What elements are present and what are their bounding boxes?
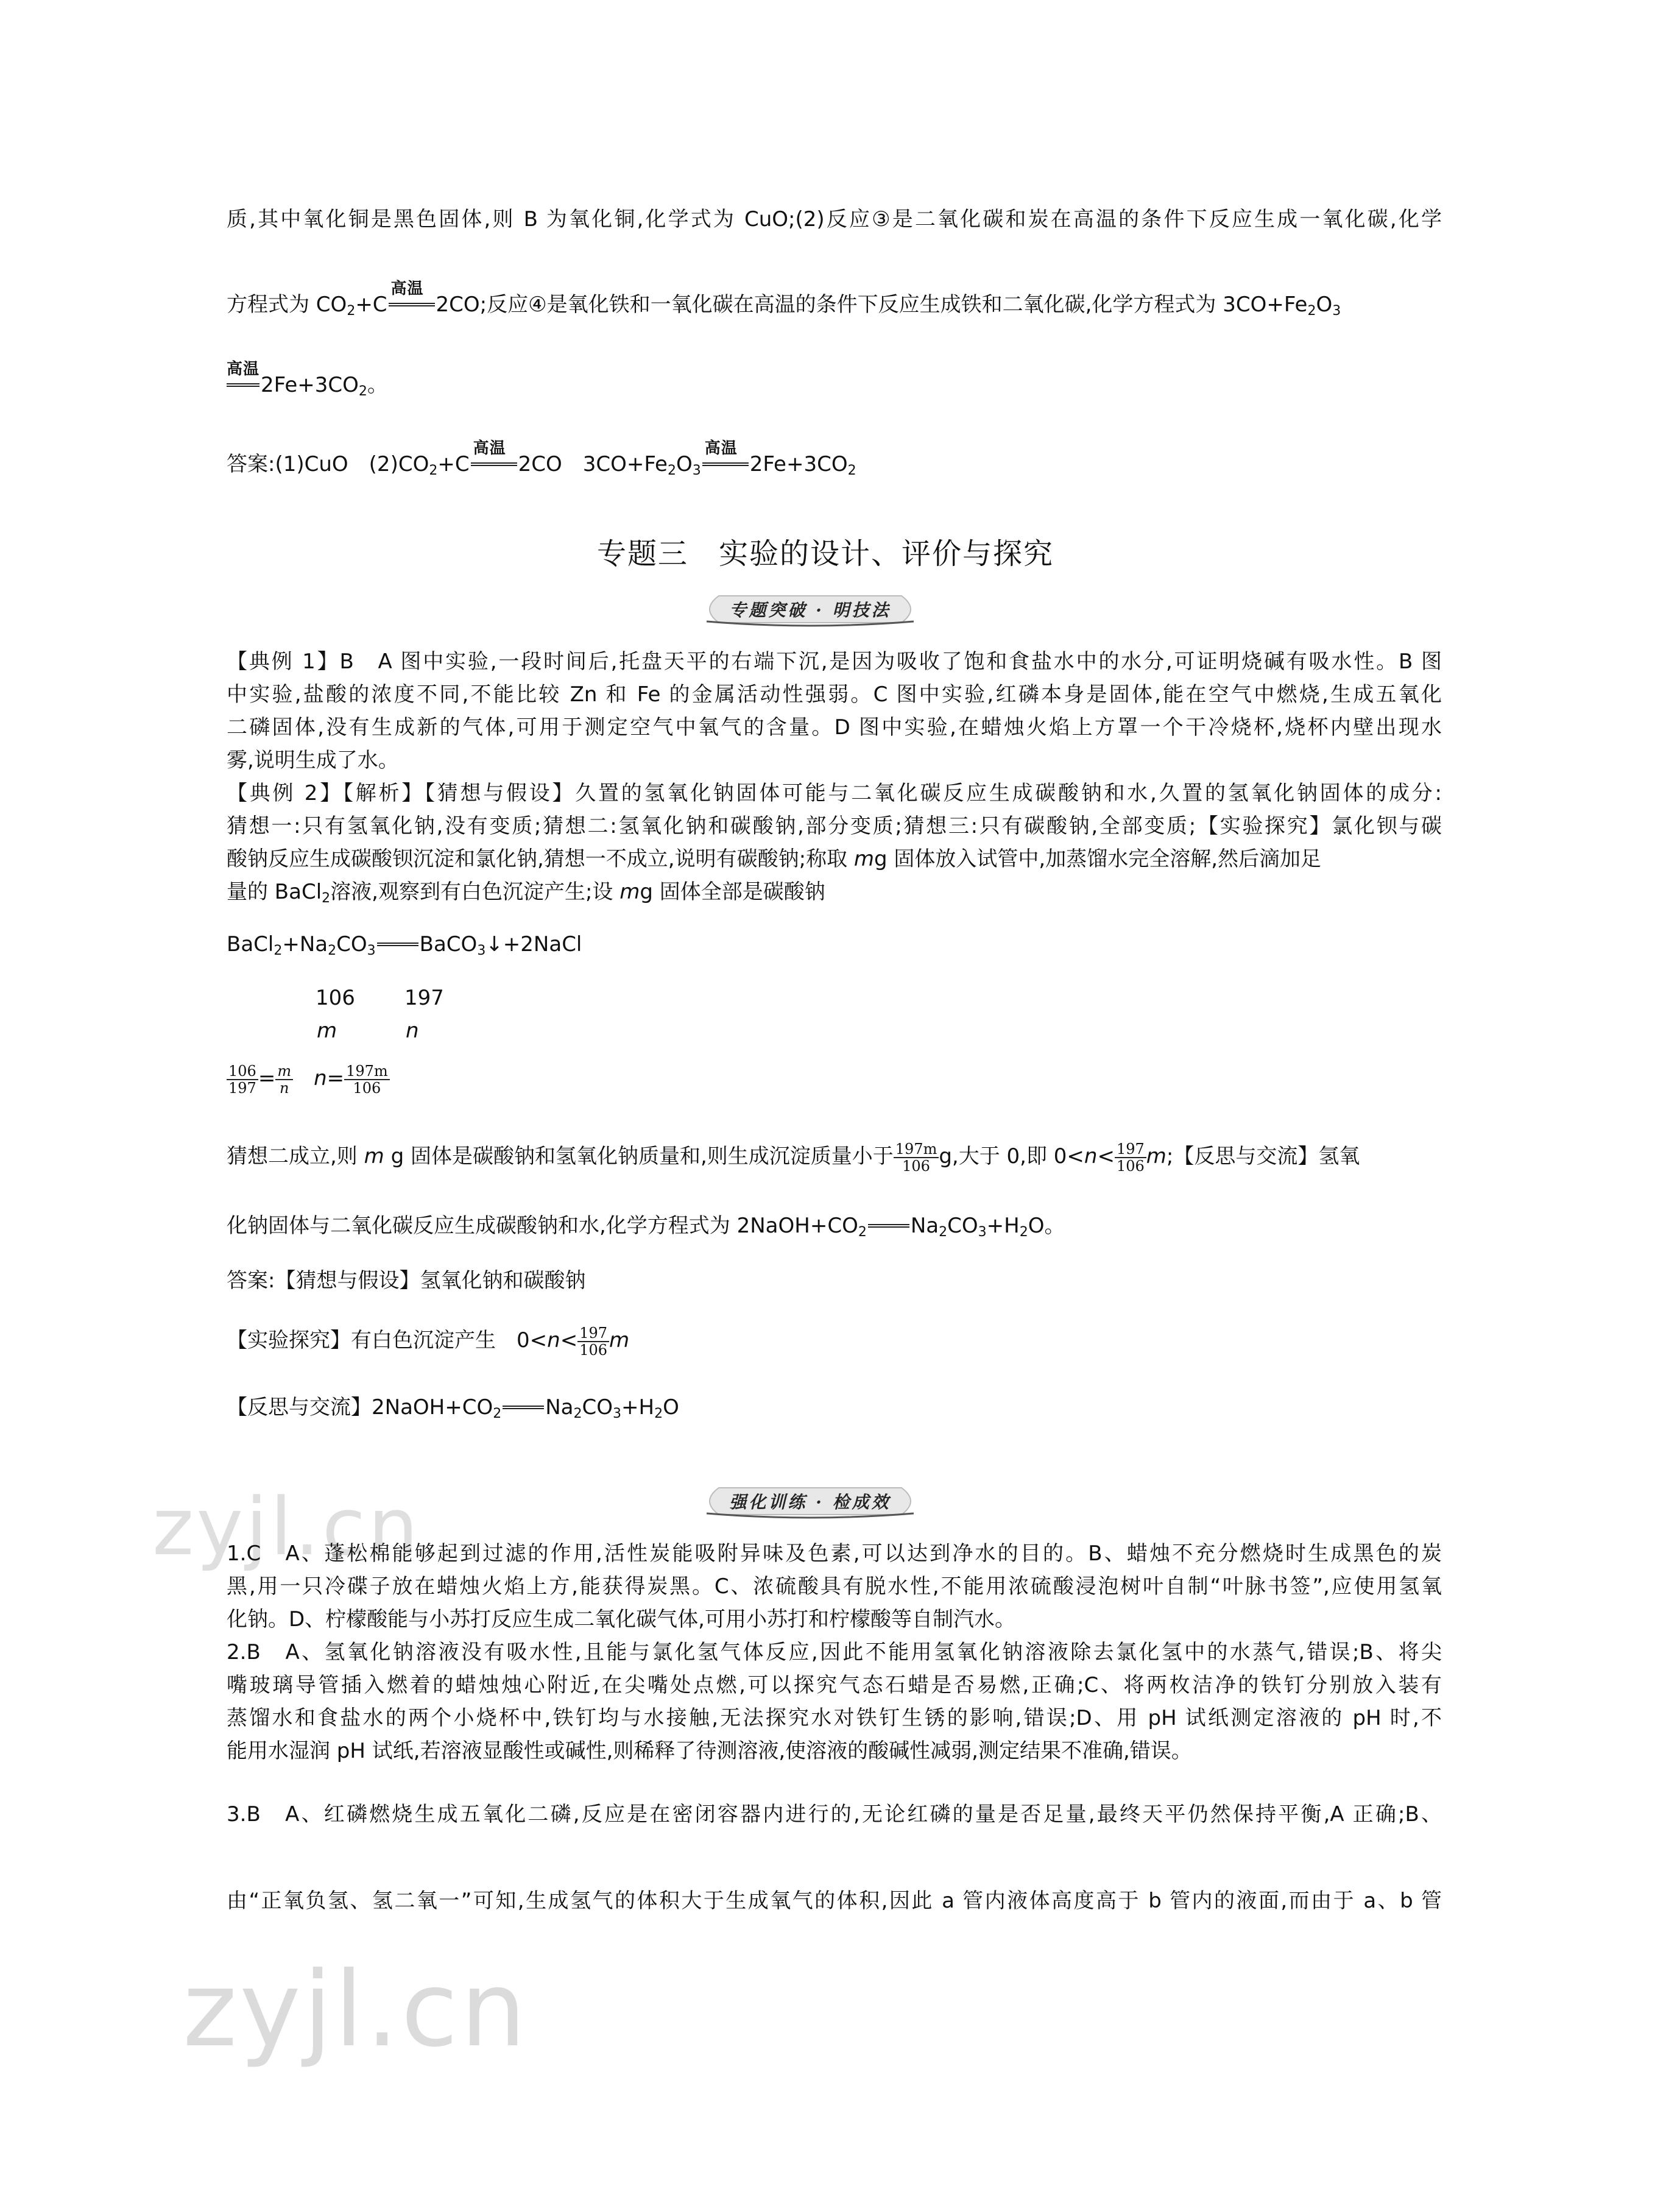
mass-number: 197 [404, 986, 444, 1010]
variable: n [406, 1019, 419, 1043]
watermark: zyjl.cn [152, 1480, 421, 1573]
answer-line: 【反思与交流】$2NaOH+CO_2$ $Na_2CO_3+H_2O$ [227, 1395, 679, 1421]
text-line: 雾,说明生成了水。 [227, 748, 399, 773]
text-line: 蒸馏水和食盐水的两个小烧杯中,铁钉均与水接触,无法探究水对铁钉生锈的影响,错误;D、用 pH 试纸测定溶液的 pH 时,不 [227, 1706, 1442, 1730]
variable: m [317, 1019, 337, 1043]
answer-line: 答案:【猜想与假设】氢氧化钠和碳酸钠 [227, 1268, 586, 1293]
equation-line: $BaCl_2+Na_2CO_3$ BaCO$_3$↓+2NaCl [227, 932, 582, 958]
watermark: zyjl.cn [183, 1950, 529, 2070]
equation-line: 方程式为 $CO_2+C$ 高温 2CO;反应④是氧化铁和一氧化碳在高温的条件下反应生成铁和二氧化碳,化学方程式为 $3CO+Fe_2O_3$ [227, 280, 1341, 319]
text-line: 2.B A、氢氧化钠溶液没有吸水性,且能与氯化氢气体反应,因此不能用氢氧化钠溶液除去氯化氢中的水蒸气,错误;B、将尖 [227, 1640, 1442, 1664]
text-line: 中实验,盐酸的浓度不同,不能比较 Zn 和 Fe 的金属活动性强弱。C 图中实验,红磷本身是固体,能在空气中燃烧,生成五氧化 [227, 682, 1442, 707]
proportion: $\frac{106}{197}$ = $\frac{m}{n}$ n= $\frac{197m}{106}$ [227, 1060, 390, 1097]
section-banner: 强化训练 · 检成效 [694, 1483, 926, 1519]
section-title: 专题三 实验的设计、评价与探究 [597, 537, 1054, 571]
text-line: 化钠。D、柠檬酸能与小苏打反应生成二氧化碳气体,可用小苏打和柠檬酸等自制汽水。 [227, 1607, 1015, 1632]
text-line: 黑,用一只冷碟子放在蜡烛火焰上方,能获得炭黑。C、浓硫酸具有脱水性,不能用浓硫酸浸泡树叶自制“叶脉书签”,应使用氢氧 [227, 1574, 1442, 1599]
text-line: 能用水湿润 pH 试纸,若溶液显酸性或碱性,则稀释了待测溶液,使溶液的酸碱性减弱,测定结果不准确,错误。 [227, 1739, 1192, 1763]
answer-line: 【实验探究】有白色沉淀产生 0<n< $\frac{197}{106}$ m [227, 1324, 630, 1359]
text-line: 猜想二成立,则 m g 固体是碳酸钠和氢氧化钠质量和,则生成沉淀质量小于 $\frac{197m}{106}$ g,大于 0,即 0<n< $\frac{197}{106}$ m;【反思与交流】氢氧 [227, 1140, 1360, 1175]
text-line: 酸钠反应生成碳酸钡沉淀和氯化钠,猜想一不成立,说明有碳酸钠;称取 mg 固体放入试管中,加蒸馏水完全溶解,然后滴加足 [227, 847, 1322, 871]
text-line: 量的 BaCl$_2$溶液,观察到有白色沉淀产生;设 mg 固体全部是碳酸钠 [227, 880, 825, 906]
text-line: 1.C A、蓬松棉能够起到过滤的作用,活性炭能吸附异味及色素,可以达到净水的目的。B、蜡烛不充分燃烧时生成黑色的炭 [227, 1541, 1442, 1566]
equation-line: 高温 $2Fe+3CO_2$。 [227, 360, 388, 399]
section-banner: 专题突破 · 明技法 [694, 591, 926, 628]
answer-line: 答案:(1)CuO $(2)CO_2+C$ 高温 2CO $3CO+Fe_2O_3$ 高温 $2Fe+3CO_2$ [227, 439, 856, 478]
mass-number: 106 [316, 986, 355, 1010]
text-line: 【典例 2】【解析】【猜想与假设】久置的氢氧化钠固体可能与二氧化碳反应生成碳酸钠和水,久置的氢氧化钠固体的成分: [227, 781, 1442, 805]
text-line: 质,其中氧化铜是黑色固体,则 B 为氧化铜,化学式为 CuO;(2)反应③是二氧化碳和炭在高温的条件下反应生成一氧化碳,化学 [227, 207, 1442, 232]
text-line: 由“正氧负氢、氢二氧一”可知,生成氢气的体积大于生成氧气的体积,因此 a 管内液体高度高于 b 管内的液面,而由于 a、b 管 [227, 1889, 1442, 1913]
text-line: 猜想一:只有氢氧化钠,没有变质;猜想二:氢氧化钠和碳酸钠,部分变质;猜想三:只有碳酸钠,全部变质;【实验探究】氯化钡与碳 [227, 814, 1442, 838]
text-line: 嘴玻璃导管插入燃着的蜡烛烛心附近,在尖嘴处点燃,可以探究气态石蜡是否易燃,正确;C、将两枚洁净的铁钉分别放入装有 [227, 1673, 1442, 1697]
text-line: 二磷固体,没有生成新的气体,可用于测定空气中氧气的含量。D 图中实验,在蜡烛火焰上方罩一个干冷烧杯,烧杯内壁出现水 [227, 715, 1442, 740]
text-line: 化钠固体与二氧化碳反应生成碳酸钠和水,化学方程式为 $2NaOH+CO_2$ $Na_2CO_3+H_2O$。 [227, 1214, 1065, 1240]
text-line: 【典例 1】B A 图中实验,一段时间后,托盘天平的右端下沉,是因为吸收了饱和食盐水中的水分,可证明烧碱有吸水性。B 图 [227, 649, 1442, 674]
text-line: 3.B A、红磷燃烧生成五氧化二磷,反应是在密闭容器内进行的,无论红磷的量是否足量,最终天平仍然保持平衡,A 正确;B、 [227, 1802, 1442, 1827]
